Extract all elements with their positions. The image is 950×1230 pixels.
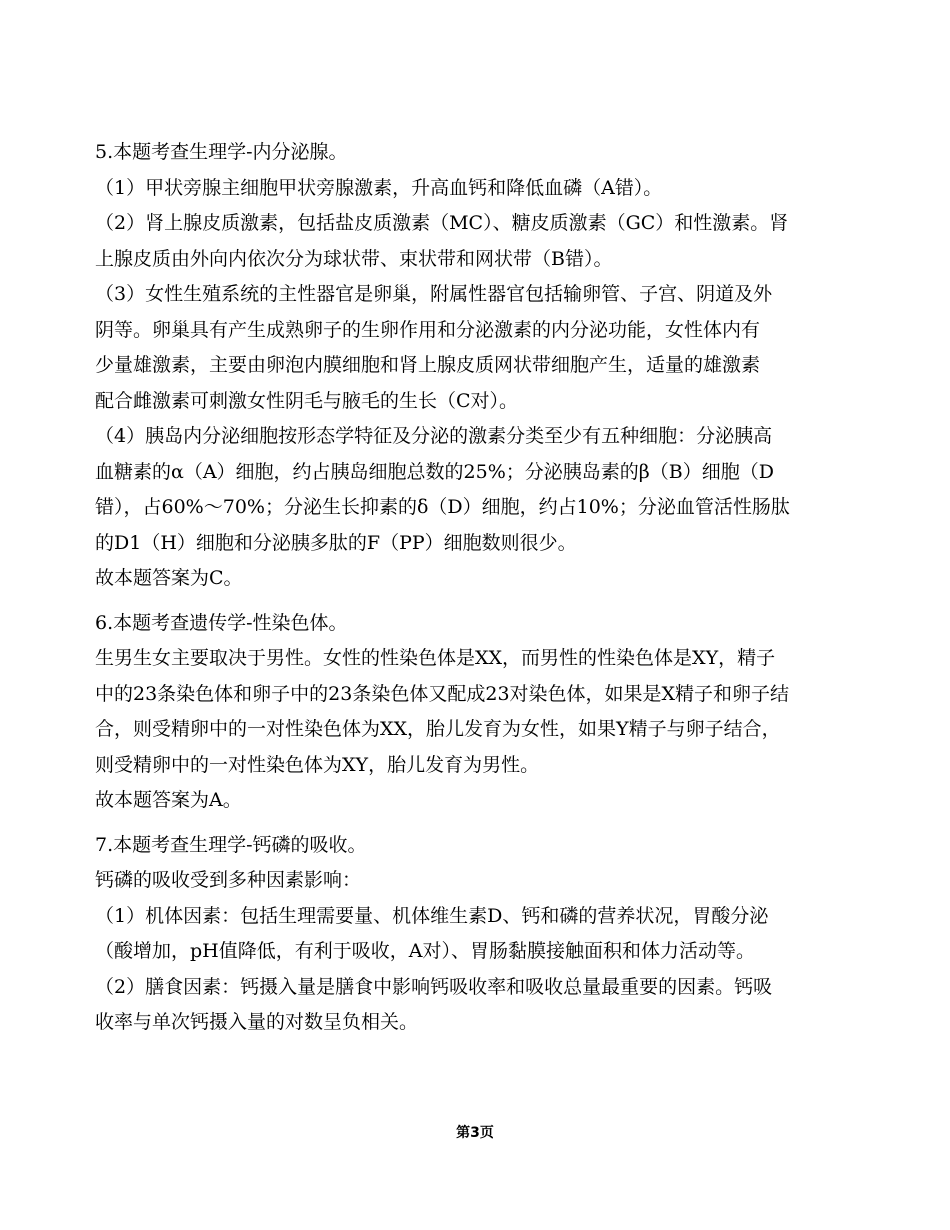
page-number: 第3页: [456, 1125, 494, 1141]
q7-heading: 7.本题考查生理学-钙磷的吸收。: [95, 833, 367, 856]
q5-point-1: （1）甲状旁腺主细胞甲状旁腺激素，升高血钙和降低血磷（A错）。: [95, 176, 663, 199]
q5-answer: 故本题答案为C。: [95, 567, 243, 589]
q6-body-line-3: 合，则受精卵中的一对性染色体为XX，胎儿发育为女性，如果Y精子与卵子结合，: [95, 718, 781, 740]
q7-point-2-line-2: 收率与单次钙摄入量的对数呈负相关。: [95, 1011, 419, 1033]
q5-point-2-line-2: 上腺皮质由外向内依次分为球状带、束状带和网状带（B错）。: [95, 247, 613, 270]
q5-point-3-line-2: 阴等。卵巢具有产生成熟卵子的生卵作用和分泌激素的内分泌功能，女性体内有: [95, 318, 761, 341]
q7-point-2-line-1: （2）膳食因素：钙摄入量是膳食中影响钙吸收率和吸收总量最重要的因素。钙吸: [95, 975, 773, 998]
q5-point-3-line-1: （3）女性生殖系统的主性器官是卵巢，附属性器官包括输卵管、子宫、阴道及外: [95, 283, 773, 305]
q5-point-4-line-4: 的D1（H）细胞和分泌胰多肽的F（PP）细胞数则很少。: [95, 531, 577, 554]
q7-intro: 钙磷的吸收受到多种因素影响：: [95, 869, 362, 891]
q5-point-4-line-1: （4）胰岛内分泌细胞按形态学特征及分泌的激素分类至少有五种细胞：分泌胰高: [95, 425, 773, 447]
q5-point-4-line-3: 错），占60%～70%；分泌生长抑素的δ（D）细胞，约占10%；分泌血管活性肠肽: [95, 496, 790, 518]
q5-point-2-line-1: （2）肾上腺皮质激素，包括盐皮质激素（MC）、糖皮质激素（GC）和性激素。肾: [95, 212, 789, 234]
q7-point-1-line-2: （酸增加，pH值降低，有利于吸收，A对）、胃肠黏膜接触面积和体力活动等。: [95, 940, 755, 962]
q5-point-3-line-3: 少量雄激素，主要由卵泡内膜细胞和肾上腺皮质网状带细胞产生，适量的雄激素: [95, 354, 761, 376]
q6-body-line-1: 生男生女主要取决于男性。女性的性染色体是XX，而男性的性染色体是XY，精子: [95, 647, 776, 669]
q7-point-1-line-1: （1）机体因素：包括生理需要量、机体维生素D、钙和磷的营养状况，胃酸分泌: [95, 904, 769, 927]
q6-body-line-4: 则受精卵中的一对性染色体为XY，胎儿发育为男性。: [95, 753, 540, 776]
q5-heading: 5.本题考查生理学-内分泌腺。: [95, 141, 348, 163]
q6-body-line-2: 中的23条染色体和卵子中的23条染色体又配成23对染色体，如果是X精子和卵子结: [95, 682, 790, 705]
q5-point-3-line-4: 配合雌激素可刺激女性阴毛与腋毛的生长（C对）。: [95, 389, 519, 412]
q5-point-4-line-2: 血糖素的α（A）细胞，约占胰岛细胞总数的25%；分泌胰岛素的β（B）细胞（D: [95, 460, 774, 483]
document-body: [95, 135, 870, 1041]
q6-answer: 故本题答案为A。: [95, 789, 242, 811]
q6-heading: 6.本题考查遗传学-性染色体。: [95, 611, 348, 634]
